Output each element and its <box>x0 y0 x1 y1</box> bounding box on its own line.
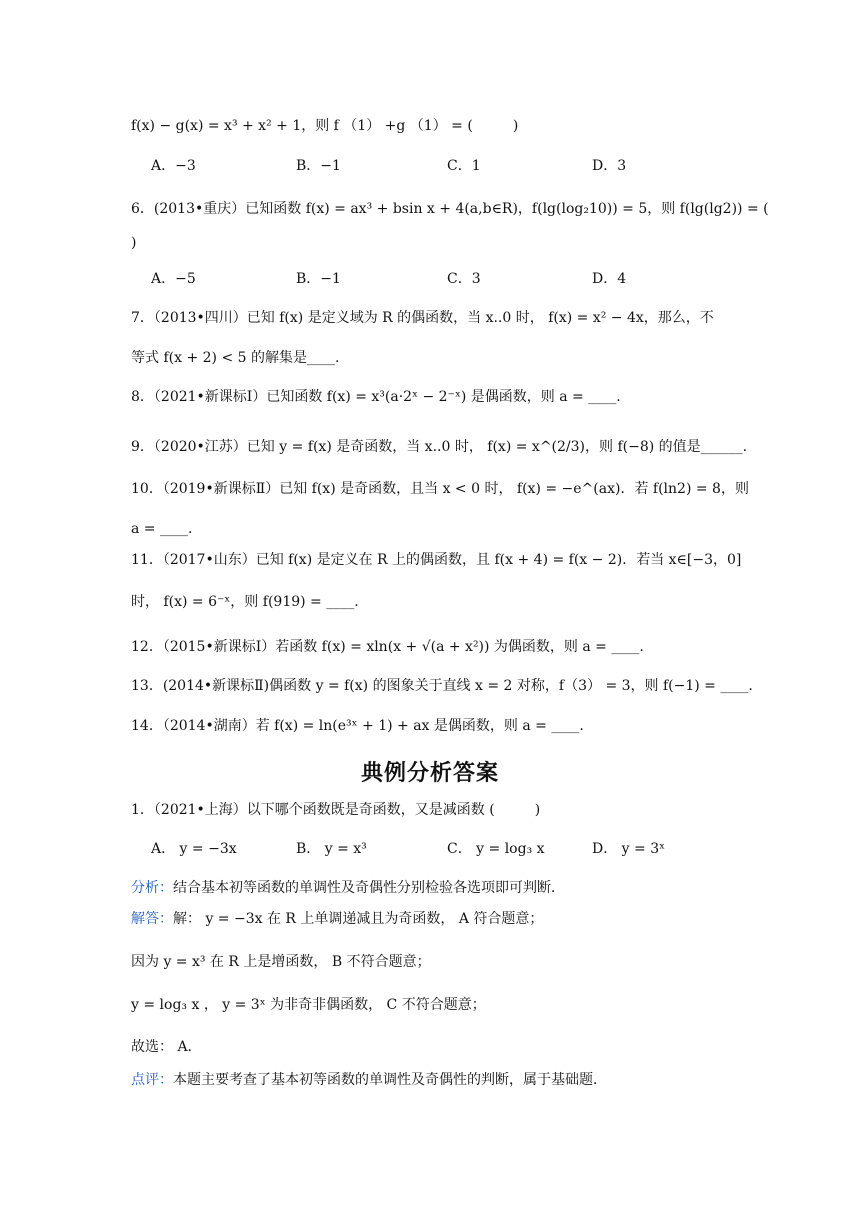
question-7-line1: 7．（2013•四川）已知 f(x) 是定义域为 R 的偶函数，当 x..0 时， f(x) = x² − 4x，那么，不 <box>131 310 714 326</box>
answer-label: 解答： <box>131 911 173 927</box>
question-11-line2: 时， f(x) = 6⁻ˣ，则 f(919) = ____. <box>131 594 359 610</box>
option-a: A． y = −3x <box>151 841 237 857</box>
analysis-text: 结合基本初等函数的单调性及奇偶性分别检验各选项即可判断． <box>173 880 565 896</box>
question-7-line2: 等式 f(x + 2) < 5 的解集是____. <box>131 350 340 366</box>
a1-question-text: 1．（2021•上海）以下哪个函数既是奇函数，又是减函数 ( <box>131 802 495 818</box>
q5-text: f(x) − g(x) = x³ + x² + 1，则 f （1） +g （1） = ( <box>131 118 473 134</box>
question-14: 14．（2014•湖南）若 f(x) = ln(e³ˣ + 1) + ax 是偶函数，则 a = ____. <box>131 718 584 734</box>
question-6-options <box>151 268 711 290</box>
answer-line2: 因为 y = x³ 在 R 上是增函数， B 不符合题意； <box>131 954 431 970</box>
question-10-line2: a = ____. <box>131 521 193 537</box>
question-11-line1: 11．（2017•山东）已知 f(x) 是定义在 R 上的偶函数，且 f(x + 4) = f(x − 2)．若当 x∈[−3，0] <box>131 552 742 568</box>
answer-1-options <box>151 838 711 860</box>
answer <box>131 908 742 930</box>
answer-line3: y = log₃ x ， y = 3ˣ 为非奇非偶函数， C 不符合题意； <box>131 997 486 1013</box>
answer-line4: 故选： A． <box>131 1039 202 1055</box>
comment <box>131 1069 742 1091</box>
option-b: B．−1 <box>296 271 341 287</box>
question-8: 8．（2021•新课标Ⅰ）已知函数 f(x) = x³(a·2ˣ − 2⁻ˣ) 是偶函数，则 a = ____. <box>131 389 621 405</box>
answer-line1: 解： y = −3x 在 R 上单调递减且为奇函数， A 符合题意； <box>173 911 544 927</box>
option-c: C．3 <box>447 271 481 287</box>
question-5-tail <box>131 115 742 137</box>
option-d: D．4 <box>592 271 627 287</box>
option-d: D． y = 3ˣ <box>592 841 666 857</box>
option-b: B．−1 <box>296 158 341 174</box>
section-title: 典例分析答案 <box>360 761 499 786</box>
option-c: C． y = log₃ x <box>447 841 545 857</box>
question-13: 13．(2014•新课标Ⅱ)偶函数 y = f(x) 的图象关于直线 x = 2 对称，f（3） = 3，则 f(−1) = ____. <box>131 678 753 694</box>
q5-close: ) <box>512 118 519 134</box>
option-c: C．1 <box>447 158 481 174</box>
option-a: A．−3 <box>151 158 196 174</box>
answer-1-question <box>131 799 742 821</box>
question-6: 6．(2013•重庆）已知函数 f(x) = ax³ + bsin x + 4(a,b∈R)，f(lg(log₂10)) = 5，则 f(lg(lg2)) = ( <box>131 201 769 217</box>
option-a: A．−5 <box>151 271 196 287</box>
option-d: D．3 <box>592 158 627 174</box>
comment-text: 本题主要考查了基本初等函数的单调性及奇偶性的判断，属于基础题． <box>173 1072 607 1088</box>
question-6-close: ) <box>131 235 137 251</box>
option-b: B． y = x³ <box>296 841 367 857</box>
question-5-options <box>151 155 711 177</box>
question-9: 9．（2020•江苏）已知 y = f(x) 是奇函数，当 x..0 时， f(x) = x^(2/3)，则 f(−8) 的值是______. <box>131 439 748 455</box>
question-10-line1: 10．（2019•新课标Ⅱ）已知 f(x) 是奇函数，且当 x < 0 时， f(x) = −e^(ax)．若 f(ln2) = 8，则 <box>131 481 749 497</box>
comment-label: 点评： <box>131 1072 173 1088</box>
analysis-label: 分析： <box>131 880 173 896</box>
question-12: 12．（2015•新课标Ⅰ）若函数 f(x) = xln(x + √(a + x²)) 为偶函数，则 a = ____. <box>131 639 644 655</box>
a1-close: ) <box>534 802 541 818</box>
analysis <box>131 877 742 899</box>
